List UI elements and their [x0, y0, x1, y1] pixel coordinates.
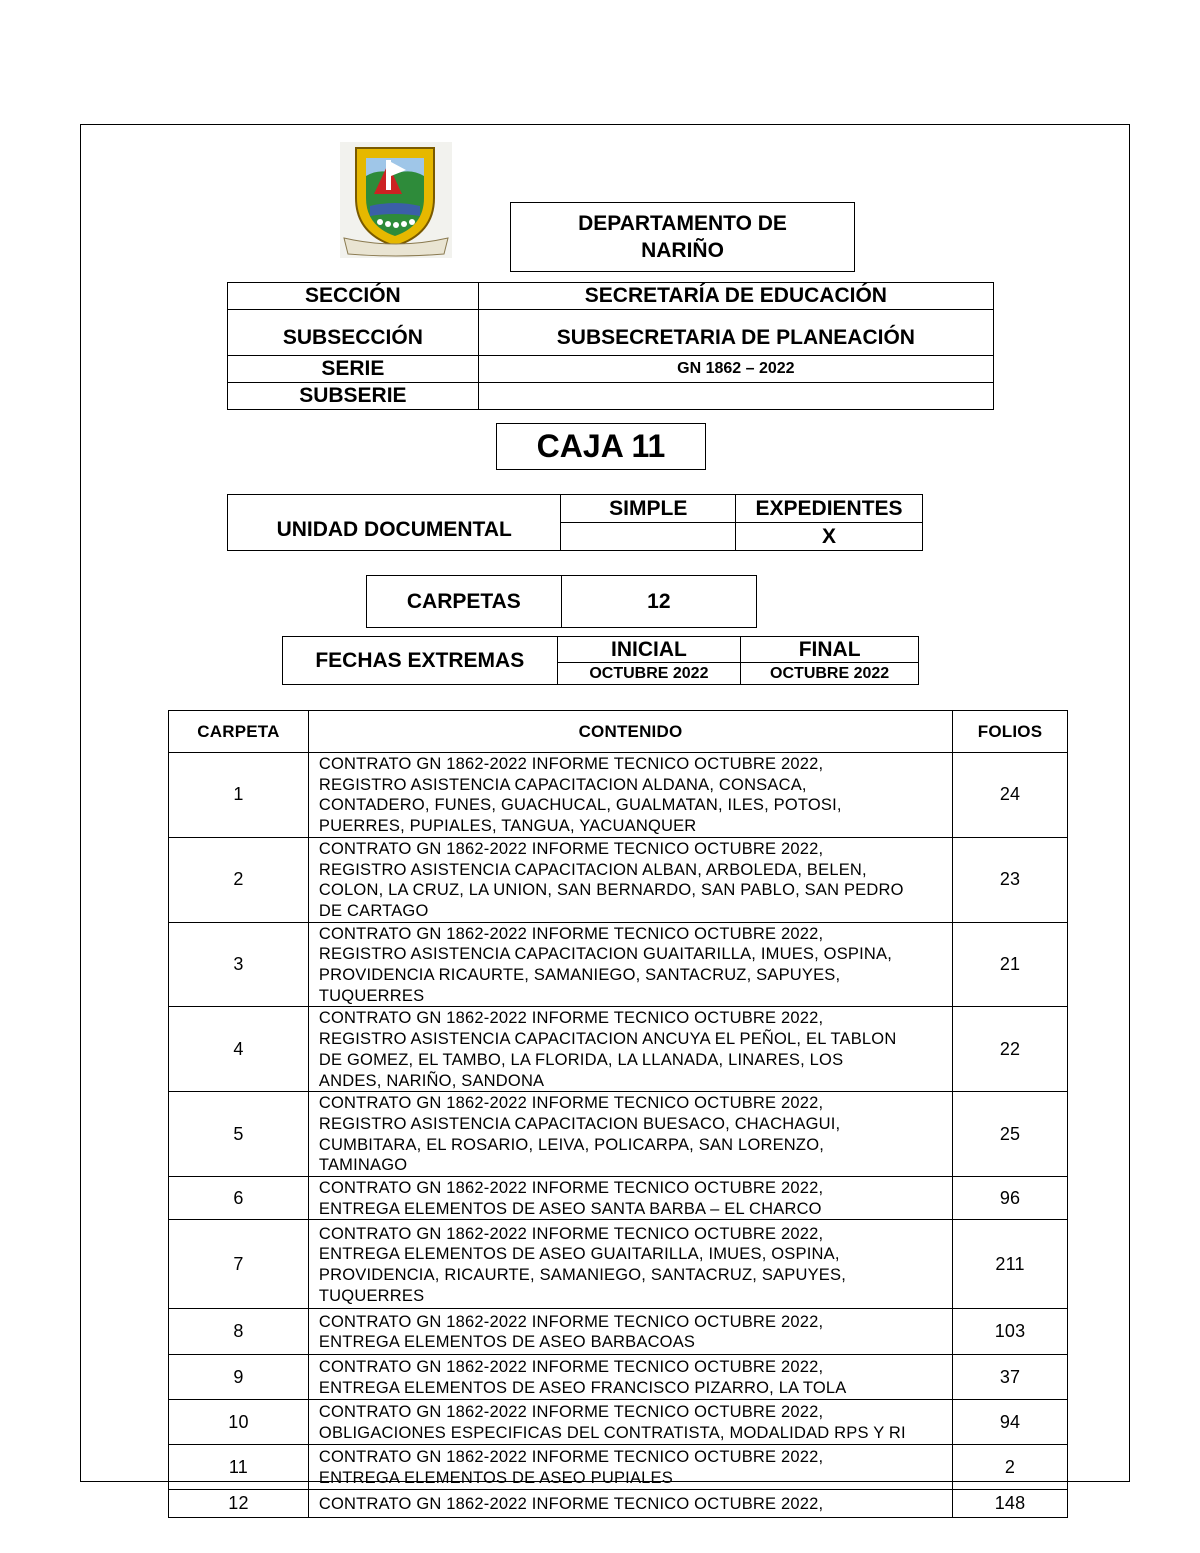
classification-label: SECCIÓN	[228, 283, 479, 310]
folders-label: CARPETAS	[367, 576, 562, 628]
contents-line: REGISTRO ASISTENCIA CAPACITACION ANCUYA EL PEÑOL, EL TABLON	[318, 1030, 897, 1049]
contents-line: ENTREGA ELEMENTOS DE ASEO BARBACOAS	[318, 1333, 696, 1352]
folder-contents	[308, 1309, 952, 1355]
table-row	[169, 1355, 1068, 1400]
folder-number: 5	[169, 1092, 309, 1177]
contents-line: ENTREGA ELEMENTOS DE ASEO PUPIALES	[318, 1468, 673, 1487]
classification-row	[228, 383, 994, 410]
classification-row	[228, 356, 994, 383]
expedientes-value: X	[736, 523, 923, 551]
table-row	[169, 837, 1068, 922]
contents-line: ENTREGA ELEMENTOS DE ASEO FRANCISCO PIZARRO, LA TOLA	[318, 1378, 847, 1397]
table-row	[169, 1007, 1068, 1092]
folio-count: 22	[953, 1007, 1068, 1092]
extreme-dates-table	[282, 636, 919, 685]
final-date-value: OCTUBRE 2022	[741, 663, 919, 685]
contents-line: TUQUERRES	[318, 986, 425, 1005]
table-row	[169, 1309, 1068, 1355]
folder-number: 10	[169, 1400, 309, 1445]
final-date-label: FINAL	[741, 637, 919, 663]
folder-number: 2	[169, 837, 309, 922]
folio-count: 24	[953, 753, 1068, 838]
classification-value: SUBSECRETARIA DE PLANEACIÓN	[478, 310, 993, 356]
classification-label: SERIE	[228, 356, 479, 383]
classification-value	[478, 383, 993, 410]
contents-line: CONTRATO GN 1862-2022 INFORME TECNICO OCTUBRE 2022,	[318, 1448, 824, 1467]
department-title	[510, 202, 855, 272]
folder-contents	[308, 1007, 952, 1092]
classification-row	[228, 310, 994, 356]
folder-contents	[308, 922, 952, 1007]
contents-line: OBLIGACIONES ESPECIFICAS DEL CONTRATISTA, MODALIDAD RPS Y RI	[318, 1423, 906, 1442]
folders-count: 12	[561, 576, 756, 628]
contents-line: REGISTRO ASISTENCIA CAPACITACION ALBAN, ARBOLEDA, BELEN,	[318, 860, 867, 879]
folder-number: 12	[169, 1490, 309, 1518]
contents-line: COLON, LA CRUZ, LA UNION, SAN BERNARDO, SAN PABLO, SAN PEDRO	[318, 881, 904, 900]
column-header-folios: FOLIOS	[953, 711, 1068, 753]
contents-line: CONTRATO GN 1862-2022 INFORME TECNICO OCTUBRE 2022,	[318, 839, 824, 858]
coat-of-arms-logo	[340, 142, 452, 258]
folder-number: 11	[169, 1445, 309, 1490]
folder-contents	[308, 1400, 952, 1445]
folder-contents	[308, 1092, 952, 1177]
folio-count: 2	[953, 1445, 1068, 1490]
folder-number: 1	[169, 753, 309, 838]
contents-line: DE GOMEZ, EL TAMBO, LA FLORIDA, LA LLANADA, LINARES, LOS	[318, 1050, 844, 1069]
contents-line: CUMBITARA, EL ROSARIO, LEIVA, POLICARPA, SAN LORENZO,	[318, 1135, 825, 1154]
folder-number: 8	[169, 1309, 309, 1355]
folder-number: 9	[169, 1355, 309, 1400]
folio-count: 23	[953, 837, 1068, 922]
folio-count: 21	[953, 922, 1068, 1007]
documental-unit-table	[227, 494, 923, 551]
simple-value	[561, 523, 736, 551]
folder-contents	[308, 1490, 952, 1518]
table-row	[169, 1092, 1068, 1177]
contents-line: ANDES, NARIÑO, SANDONA	[318, 1071, 545, 1090]
folder-contents	[308, 1355, 952, 1400]
contents-line: CONTRATO GN 1862-2022 INFORME TECNICO OCTUBRE 2022,	[318, 1495, 824, 1514]
contents-line: CONTRATO GN 1862-2022 INFORME TECNICO OCTUBRE 2022,	[318, 1009, 824, 1028]
contents-line: REGISTRO ASISTENCIA CAPACITACION ALDANA, CONSACA,	[318, 775, 807, 794]
contents-table	[168, 710, 1068, 1518]
classification-label: SUBSERIE	[228, 383, 479, 410]
folder-contents	[308, 1177, 952, 1220]
classification-label: SUBSECCIÓN	[228, 310, 479, 356]
contents-line: PROVIDENCIA, RICAURTE, SAMANIEGO, SANTACRUZ, SAPUYES,	[318, 1265, 846, 1284]
department-line-1: DEPARTAMENTO DE	[578, 212, 787, 235]
table-row	[169, 922, 1068, 1007]
box-label: CAJA 11	[496, 423, 706, 470]
table-row	[169, 1445, 1068, 1490]
folder-contents	[308, 1220, 952, 1309]
table-row	[169, 1400, 1068, 1445]
contents-line: CONTRATO GN 1862-2022 INFORME TECNICO OCTUBRE 2022,	[318, 1094, 824, 1113]
contents-line: ENTREGA ELEMENTOS DE ASEO SANTA BARBA – EL CHARCO	[318, 1199, 822, 1218]
column-header-contenido: CONTENIDO	[308, 711, 952, 753]
department-line-2: NARIÑO	[641, 239, 724, 262]
contents-line: PUERRES, PUPIALES, TANGUA, YACUANQUER	[318, 817, 697, 836]
folio-count: 96	[953, 1177, 1068, 1220]
table-row	[169, 1220, 1068, 1309]
contents-line: CONTRATO GN 1862-2022 INFORME TECNICO OCTUBRE 2022,	[318, 924, 824, 943]
contents-line: CONTRATO GN 1862-2022 INFORME TECNICO OCTUBRE 2022,	[318, 755, 824, 773]
contents-line: REGISTRO ASISTENCIA CAPACITACION GUAITARILLA, IMUES, OSPINA,	[318, 945, 893, 964]
table-row	[169, 753, 1068, 838]
contents-line: TUQUERRES	[318, 1286, 425, 1305]
contents-line: CONTRATO GN 1862-2022 INFORME TECNICO OCTUBRE 2022,	[318, 1224, 824, 1243]
contents-line: CONTRATO GN 1862-2022 INFORME TECNICO OCTUBRE 2022,	[318, 1403, 824, 1422]
table-row	[169, 1177, 1068, 1220]
folio-count: 148	[953, 1490, 1068, 1518]
folder-contents	[308, 1445, 952, 1490]
folio-count: 103	[953, 1309, 1068, 1355]
folder-number: 4	[169, 1007, 309, 1092]
folio-count: 94	[953, 1400, 1068, 1445]
simple-label: SIMPLE	[561, 495, 736, 523]
folder-contents	[308, 753, 952, 838]
table-row	[169, 1490, 1068, 1518]
folder-contents	[308, 837, 952, 922]
folder-number: 3	[169, 922, 309, 1007]
contents-line: PROVIDENCIA RICAURTE, SAMANIEGO, SANTACRUZ, SAPUYES,	[318, 966, 841, 985]
folio-count: 211	[953, 1220, 1068, 1309]
initial-date-label: INICIAL	[557, 637, 741, 663]
contents-line: CONTRATO GN 1862-2022 INFORME TECNICO OCTUBRE 2022,	[318, 1179, 824, 1198]
expedientes-label: EXPEDIENTES	[736, 495, 923, 523]
documental-unit-label: UNIDAD DOCUMENTAL	[228, 495, 561, 551]
contents-line: DE CARTAGO	[318, 901, 429, 920]
contents-line: ENTREGA ELEMENTOS DE ASEO GUAITARILLA, IMUES, OSPINA,	[318, 1245, 840, 1264]
classification-table	[227, 282, 994, 410]
contents-line: CONTRATO GN 1862-2022 INFORME TECNICO OCTUBRE 2022,	[318, 1358, 824, 1377]
folder-number: 7	[169, 1220, 309, 1309]
folio-count: 25	[953, 1092, 1068, 1177]
contents-line: REGISTRO ASISTENCIA CAPACITACION BUESACO, CHACHAGUI,	[318, 1114, 841, 1133]
contents-line: CONTRATO GN 1862-2022 INFORME TECNICO OCTUBRE 2022,	[318, 1312, 824, 1331]
folio-count: 37	[953, 1355, 1068, 1400]
classification-row	[228, 283, 994, 310]
contents-line: CONTADERO, FUNES, GUACHUCAL, GUALMATAN, ILES, POTOSI,	[318, 796, 842, 815]
extreme-dates-label: FECHAS EXTREMAS	[283, 637, 558, 685]
folders-table	[366, 575, 757, 628]
contents-line: TAMINAGO	[318, 1156, 408, 1175]
column-header-carpeta: CARPETA	[169, 711, 309, 753]
classification-value: SECRETARÍA DE EDUCACIÓN	[478, 283, 993, 310]
initial-date-value: OCTUBRE 2022	[557, 663, 741, 685]
folder-number: 6	[169, 1177, 309, 1220]
classification-value: GN 1862 – 2022	[478, 356, 993, 383]
